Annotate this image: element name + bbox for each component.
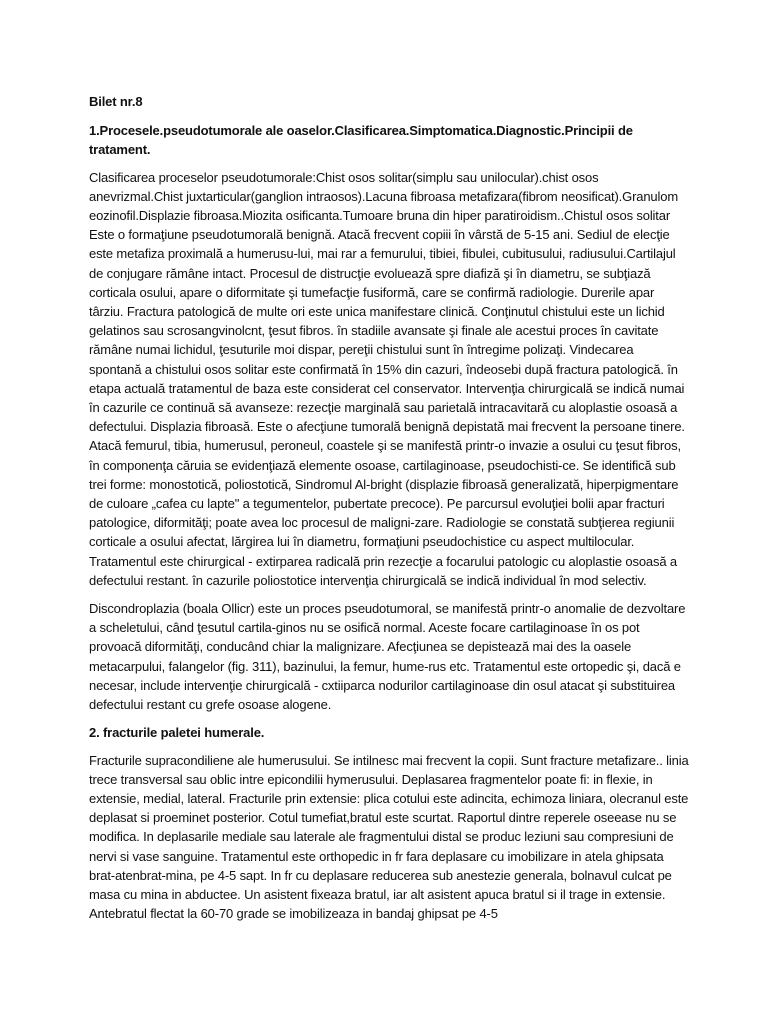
section2-paragraph-1: Fracturile supracondiliene ale humerusului. Se intilnesc mai frecvent la copii. Sunt fracture metafizare.. linia trece transversal sau oblic intre epicondilii hymerusului. Deplasarea fragmentelor poate fi: in flexie, in extensie, medial, lateral. Fracturile prin extensie: plica cotului este adincita, echimoza liniara, olecranul este deplasat si proeminet posterior. Cotul tumefiat,bratul este scurtat. Raportul dintre reperele oseease nu se modifica. In deplasarile mediale sau laterale ale fragmentului distal se produc leziuni sau compresiuni de nervi si vase sanguine. Tratamentul este orthopedic in fr fara deplasare cu imobilizare in atela ghipsata brat-atenbrat-mina, pe 4-5 sapt. In fr cu deplasare reducerea sub anestezie generala, bolnavul culcat pe masa cu mina in abductee. Un asistent fixeaza bratul, iar alt asistent apuca bratul si il trage in extensie. Antebratul flectat la 60-70 grade se imobilizeaza in bandaj ghipsat pe 4-5	[89, 752, 689, 922]
section1-paragraph-1: Clasificarea proceselor pseudotumorale:Chist osos solitar(simplu sau unilocular).chist osos anevrizmal.Chist juxtarticular(ganglion intraosos).Lacuna fibroasa metafizara(fibrom neosificat).Granulom eozinofil.Displazie fibroasa.Miozita osificanta.Tumoare bruna din hiper paratiroidism..Chistul osos solitar Este o formaţiune pseudotumorală benignă. Atacă frecvent copiii în vârstă de 5-15 ani. Sediul de elecţie este metafiza proximală a humerusu-lui, mai rar a femurului, tibiei, fibulei, cubitusului, radiusului.Cartilajul de conjugare rămâne intact. Procesul de distrucţie evoluează spre diafiză şi în diametru, se subţiază corticala osului, apare o diformitate şi tumefacţie fusiformă, care se confirmă radiologie. Durerile apar târziu. Fractura patologică de multe ori este unica manifestare clinică. Conţinutul chistului este un lichid gelatinos sau scrosangvinolcnt, ţesut fibros. în stadiile avansate şi finale ale acestui proces în cavitate rămâne numai lichidul, ţesuturile moi dispar, pereţii chistului sunt în întregime polizaţi. Vindecarea spontană a chistului osos solitar este confirmată în 15% din cazuri, îndeosebi după fractura patologică. în etapa actuală tratamentul de baza este considerat cel conservator. Intervenţia chirurgicală se indică numai în cazurile ce continuă să avanseze: rezecţie marginală sau parietală intracavitară cu aloplastie osoasă a defectului. Displazia fibroasă. Este o afecţiune tumorală benignă depistată mai frecvent la persoane tinere. Atacă femurul, tibia, humerusul, peroneul, coastele şi se manifestă printr-o invazie a osului cu ţesut fibros, în componenţa căruia se evidenţiază elemente osoase, cartilaginoase, pseudochisti-ce. Se identifică sub trei forme: monostotică, poliostotică, Sindromul Al-bright (displazie fibroasă generalizată, hiperpigmentare de culoare „cafea cu lapte" a tegumentelor, pubertate precoce). Pe parcursul evoluţiei bolii apar fracturi patologice, diformităţi; poate avea loc procesul de maligni-zare. Radiologie se constată subţierea regiunii corticale a osului afectat, lărgirea lui în diametru, formaţiuni pseudochistice cu aspect multilocular. Tratamentul este chirurgical - extirparea radicală prin rezecţie a focarului patologic cu aloplastie osoasă a defectului restant. în cazurile poliostotice intervenţia chirurgicală se indică individual în mod selectiv.	[89, 169, 685, 588]
section2-heading: 2. fracturile paletei humerale.	[89, 725, 265, 741]
section1-paragraph-2: Discondroplazia (boala Ollicr) este un proces pseudotumoral, se manifestă printr-o anomalie de dezvoltare a scheletului, când ţesutul cartila-ginos nu se osifică normal. Aceste focare cartilaginoase în os pot provoacă diformităţi, conducând chiar la malignizare. Afecţiunea se depistează mai des la oasele metacarpului, falangelor (fig. 311), bazinului, la femur, hume-rus etc. Tratamentul este ortopedic şi, dacă e necesar, include intervenţie chirurgicală - cxtiiparca nodurilor cartilaginoase din osul atacat şi substituirea defectului restant cu grefe osoase alogene.	[89, 601, 686, 713]
ticket-title: Bilet nr.8	[89, 94, 143, 109]
section1-heading: 1.Procesele.pseudotumorale ale oaselor.Clasificarea.Simptomatica.Diagnostic.Principii de tratament.	[89, 123, 633, 158]
document-page	[89, 92, 689, 932]
